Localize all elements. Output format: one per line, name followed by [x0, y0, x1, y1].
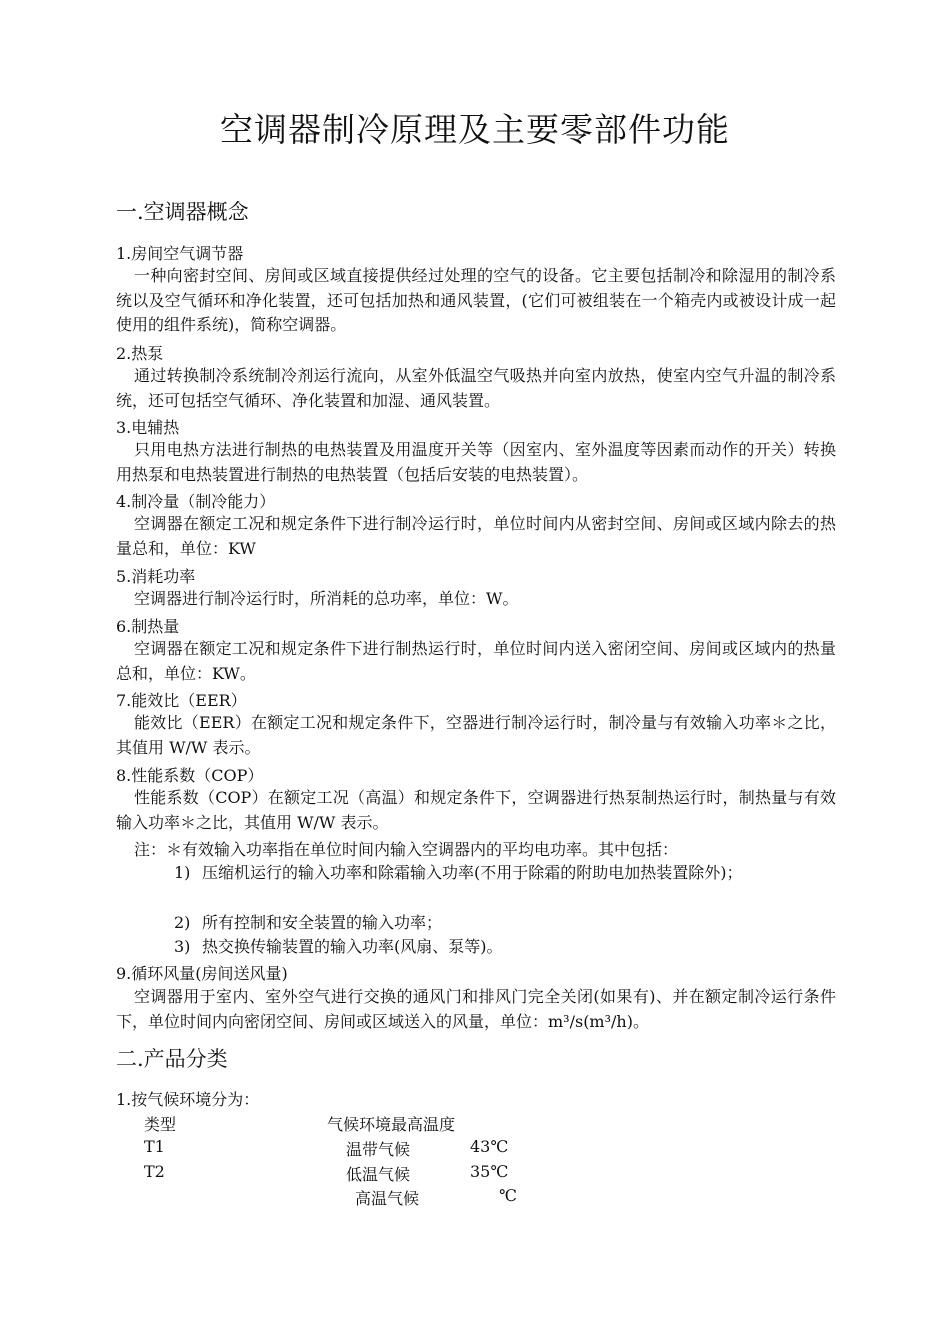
item-heading: 1.房间空气调节器: [116, 244, 244, 263]
item-heading: 4.制冷量（制冷能力）: [116, 492, 276, 511]
list-text: 压缩机运行的输入功率和除霜输入功率(不用于除霜的附助电加热装置除外)；: [202, 863, 743, 882]
item-heading: 5.消耗功率: [116, 567, 196, 586]
list-number: 1): [174, 863, 191, 882]
item-heading: 6.制热量: [116, 617, 180, 636]
item-body: 只用电热方法进行制热的电热装置及用温度开关等（因室内、室外温度等因素而动作的开关）转换用热泵和电热装置进行制热的电热装置（包括后安装的电热装置）。: [116, 440, 836, 484]
table-cell-temp: 43℃: [470, 1137, 509, 1156]
item-body: 空调器在额定工况和规定条件下进行制冷运行时，单位时间内从密封空间、房间或区域内除去的热量总和，单位：KW: [116, 514, 836, 558]
list-text: 热交换传输装置的输入功率(风扇、泵等)。: [202, 937, 503, 956]
section-heading-concepts: 一.空调器概念: [116, 200, 249, 224]
table-header-type: 类型: [144, 1115, 177, 1134]
item-heading: 9.循环风量(房间送风量): [116, 964, 288, 983]
list-text: 所有控制和安全装置的输入功率；: [202, 913, 443, 932]
note-list-item: [174, 911, 836, 936]
table-cell-climate: 温带气候: [346, 1140, 411, 1159]
note-list-item: [174, 935, 836, 960]
table-header-climate: 气候环境最高温度: [327, 1115, 456, 1134]
note-list-item: [174, 861, 836, 886]
list-number: 3): [174, 937, 191, 956]
item-heading: 2.热泵: [116, 344, 164, 363]
item-body: 能效比（EER）在额定工况和规定条件下，空器进行制冷运行时，制冷量与有效输入功率＊之比，其值用 W/W 表示。: [116, 713, 836, 757]
subsection-heading: 1.按气候环境分为：: [116, 1090, 260, 1109]
item-body: 空调器用于室内、室外空气进行交换的通风门和排风门完全关闭(如果有)、并在额定制冷运行条件下，单位时间内向密闭空间、房间或区域送入的风量，单位：m³/s(m³/h)。: [116, 987, 836, 1031]
item-heading: 7.能效比（EER）: [116, 691, 247, 710]
table-cell-climate: 高温气候: [355, 1189, 420, 1208]
item-body: 通过转换制冷系统制冷剂运行流向，从室外低温空气吸热并向室内放热，使室内空气升温的制冷系统，还可包括空气循环、净化装置和加湿、通风装置。: [116, 366, 836, 410]
table-cell-temp: 35℃: [470, 1162, 509, 1181]
item-body: 空调器进行制冷运行时，所消耗的总功率，单位：W。: [134, 589, 519, 608]
item-body: 空调器在额定工况和规定条件下进行制热运行时，单位时间内送入密闭空间、房间或区域内的热量总和，单位：KW。: [116, 639, 836, 683]
section-heading-classification: 二.产品分类: [116, 1047, 228, 1071]
item-heading: 8.性能系数（COP）: [116, 766, 264, 785]
item-heading: 3.电辅热: [116, 418, 180, 437]
table-cell-temp: ℃: [499, 1186, 517, 1205]
table-cell-type: T2: [144, 1162, 165, 1181]
table-cell-climate: 低温气候: [346, 1165, 411, 1184]
list-number: 2): [174, 913, 191, 932]
note-text: 注：＊有效输入功率指在单位时间内输入空调器内的平均电功率。其中包括：: [134, 840, 679, 859]
item-body: 性能系数（COP）在额定工况（高温）和规定条件下，空调器进行热泵制热运行时，制热量与有效输入功率＊之比，其值用 W/W 表示。: [116, 788, 836, 832]
table-cell-type: T1: [144, 1137, 165, 1156]
item-body: 一种向密封空间、房间或区域直接提供经过处理的空气的设备。它主要包括制冷和除湿用的制冷系统以及空气循环和净化装置，还可包括加热和通风装置，(它们可被组装在一个箱壳内或被设计成一起使用的组件系统)，简称空调器。: [116, 266, 836, 334]
document-title: 空调器制冷原理及主要零部件功能: [220, 110, 730, 149]
